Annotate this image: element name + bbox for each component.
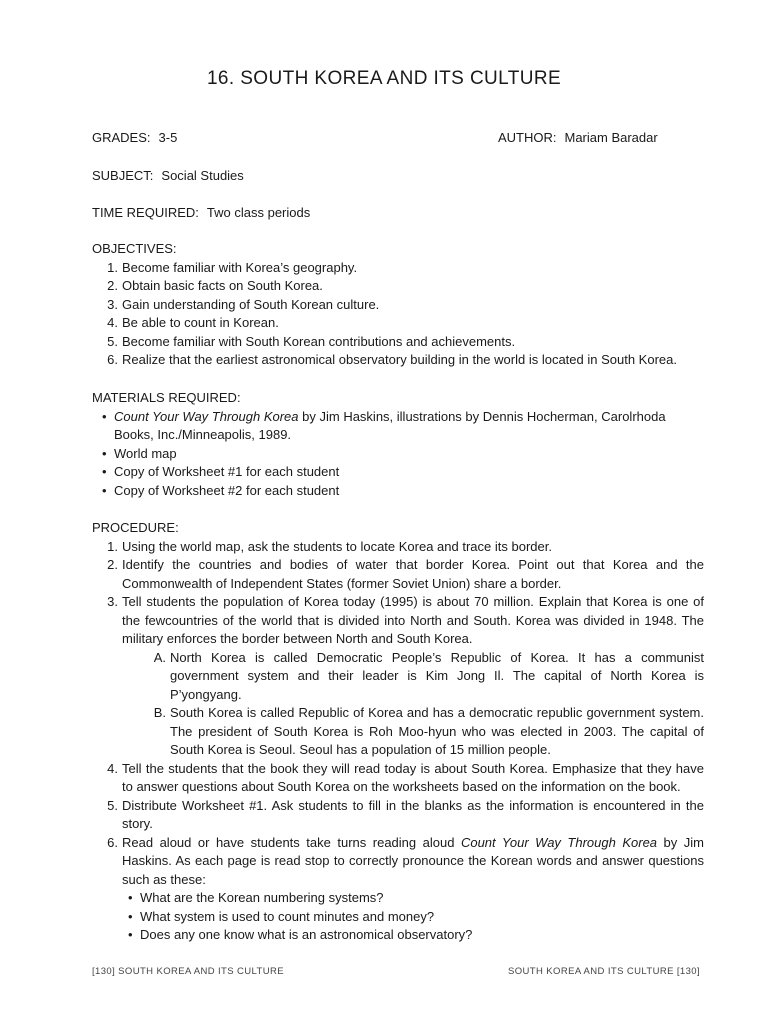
bullet: • <box>102 408 107 424</box>
list-item <box>92 333 704 352</box>
item-text: Does any one know what is an astronomical observatory? <box>140 927 473 942</box>
page-title: 16. SOUTH KOREA AND ITS CULTURE <box>206 68 562 89</box>
bullet: • <box>128 890 133 905</box>
item-text <box>114 408 704 445</box>
subject-value: Social Studies <box>161 168 244 183</box>
bullet: • <box>102 445 107 461</box>
list-item <box>92 445 704 464</box>
item-text: Using the world map, ask the students to locate Korea and trace its border. <box>122 538 552 554</box>
list-item <box>92 314 704 333</box>
list-item <box>92 926 704 945</box>
procedure-step <box>92 556 704 593</box>
item-text: World map <box>114 445 177 461</box>
item-number: 3. <box>107 594 118 609</box>
objectives-heading: OBJECTIVES: <box>92 241 177 256</box>
procedure-substep <box>92 704 704 760</box>
item-text: Obtain basic facts on South Korea. <box>122 278 323 293</box>
list-item <box>92 351 704 370</box>
step-text-post: by Jim Haskins. As each page is read stop to correctly pronounce the Korean words and answer questions such as these: <box>122 834 704 887</box>
procedure-section <box>92 519 704 945</box>
time-required-line <box>92 204 310 222</box>
item-text: Become familiar with Korea’s geography. <box>122 259 358 275</box>
item-text: South Korea is called Republic of Korea and has a democratic republic government system. The president of South Korea is Roh Moo-hyun who was elected in 2003. The capital of South Korea is Seoul. Seoul has a population of 15 million people. <box>170 705 704 757</box>
list-item <box>92 463 704 482</box>
book-details: by Jim Haskins, illustrations by Dennis Hocherman, Carolrhoda Books, Inc./Minneapolis, 1989. <box>114 408 666 442</box>
item-text: What system is used to count minutes and money? <box>140 908 435 924</box>
grades-line <box>92 129 177 147</box>
author-value: Mariam Baradar <box>564 130 658 145</box>
item-number: 5. <box>107 797 118 813</box>
item-number: 6. <box>107 834 118 850</box>
item-number: 2. <box>107 278 118 293</box>
item-text: Become familiar with South Korean contributions and achievements. <box>122 333 516 349</box>
grades-label: GRADES: <box>92 130 151 145</box>
item-text: Gain understanding of South Korean culture. <box>122 296 380 312</box>
item-number: 1. <box>107 538 118 554</box>
list-item <box>92 889 704 908</box>
procedure-heading: PROCEDURE: <box>92 520 179 535</box>
item-number: 5. <box>107 333 118 349</box>
book-title: Count Your Way Through Korea <box>114 408 299 424</box>
list-item <box>92 908 704 927</box>
item-text: Be able to count in Korean. <box>122 315 279 330</box>
item-text: Copy of Worksheet #1 for each student <box>114 464 340 479</box>
item-text: Copy of Worksheet #2 for each student <box>114 482 340 498</box>
bullet: • <box>128 927 133 942</box>
footer-left: [130] SOUTH KOREA AND ITS CULTURE <box>92 966 284 977</box>
item-text: Tell the students that the book they will read today is about South Korea. Emphasize that they have to answer questions about South Korea on the worksheets based on the information on the book. <box>122 760 704 794</box>
item-number: 1. <box>107 259 118 275</box>
item-number: 2. <box>107 557 118 572</box>
item-text: Tell students the population of Korea today (1995) is about 70 million. Explain that Korea is one of the fewcountries of the world that is divided into North and South. Korea was divided in 1948. The military enforces the border between North and South Korea. <box>122 594 704 646</box>
list-item <box>92 296 704 315</box>
list-item <box>92 277 704 296</box>
book-title: Count Your Way Through Korea <box>460 834 658 850</box>
procedure-step <box>92 797 704 834</box>
item-text: North Korea is called Democratic People’s Republic of Korea. It has a communist government system and their leader is Kim Jong Il. The capital of North Korea is P’yongyang. <box>170 649 704 702</box>
subject-line <box>92 167 244 185</box>
materials-heading: MATERIALS REQUIRED: <box>92 390 241 405</box>
list-item <box>92 408 704 445</box>
item-number: 6. <box>107 352 118 367</box>
list-item <box>92 482 704 501</box>
bullet: • <box>102 464 107 479</box>
step-text-pre: Read aloud or have students take turns reading aloud <box>122 834 461 850</box>
item-text: What are the Korean numbering systems? <box>140 890 384 905</box>
procedure-step <box>92 834 704 890</box>
procedure-substep <box>92 649 704 705</box>
subject-label: SUBJECT: <box>92 168 154 183</box>
author-line <box>498 129 658 147</box>
item-text: Realize that the earliest astronomical observatory building in the world is located in South Korea. <box>122 352 677 367</box>
bullet: • <box>102 482 107 498</box>
time-required-label: TIME REQUIRED: <box>92 205 199 220</box>
questions-list <box>92 889 704 945</box>
item-letter: B. <box>153 705 166 720</box>
time-required-value: Two class periods <box>206 205 311 220</box>
author-label: AUTHOR: <box>498 130 557 145</box>
footer-right: SOUTH KOREA AND ITS CULTURE [130] <box>508 966 700 977</box>
bullet: • <box>128 908 133 924</box>
objectives-section <box>92 240 704 370</box>
objectives-list <box>92 259 704 370</box>
grades-value: 3-5 <box>158 130 178 145</box>
item-text: Distribute Worksheet #1. Ask students to fill in the blanks as the information is encountered in the story. <box>122 797 704 831</box>
procedure-step <box>92 760 704 797</box>
item-letter: A. <box>153 649 166 665</box>
list-item <box>92 259 704 278</box>
item-number: 3. <box>107 296 118 312</box>
procedure-step <box>92 593 704 649</box>
item-text <box>122 834 704 890</box>
item-text: Identify the countries and bodies of water that border Korea. Point out that Korea and the Commonwealth of Independent States (former Soviet Union) share a border. <box>122 557 704 591</box>
item-number: 4. <box>107 315 118 330</box>
materials-list <box>92 408 704 501</box>
materials-section <box>92 389 704 500</box>
procedure-step <box>92 538 704 557</box>
item-number: 4. <box>107 760 118 776</box>
